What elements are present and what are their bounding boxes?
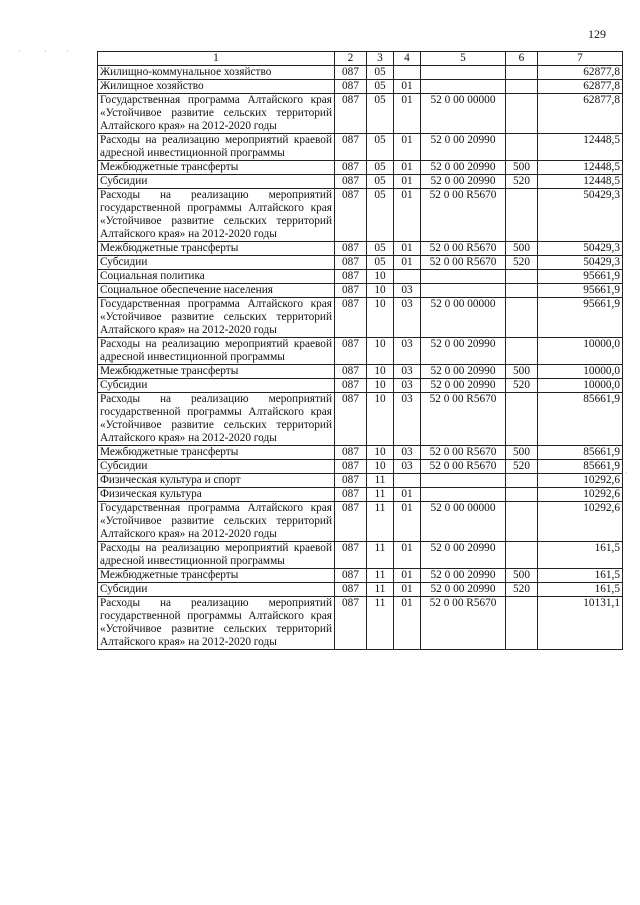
item-name-cell: Государственная программа Алтайского края «Устойчивое развитие сельских территорий Алтайского края» на 2012-2020 годы bbox=[98, 298, 335, 338]
table-row bbox=[98, 270, 623, 284]
section-code-cell: 10 bbox=[367, 446, 394, 460]
header-cell: 1 bbox=[98, 52, 335, 66]
section-code-cell: 05 bbox=[367, 66, 394, 80]
section-code-cell: 05 bbox=[367, 175, 394, 189]
expense-type-cell: 520 bbox=[506, 583, 538, 597]
section-code-cell: 11 bbox=[367, 583, 394, 597]
subsection-code-cell: 03 bbox=[394, 365, 421, 379]
item-name-cell: Физическая культура и спорт bbox=[98, 474, 335, 488]
section-code-cell: 10 bbox=[367, 270, 394, 284]
target-article-cell: 52 0 00 R5670 bbox=[421, 460, 506, 474]
amount-cell: 10292,6 bbox=[538, 488, 623, 502]
table-row bbox=[98, 542, 623, 569]
item-name-cell: Межбюджетные трансферты bbox=[98, 161, 335, 175]
amount-cell: 62877,8 bbox=[538, 80, 623, 94]
header-cell: 2 bbox=[335, 52, 367, 66]
item-name-cell: Субсидии bbox=[98, 583, 335, 597]
item-name-cell: Субсидии bbox=[98, 175, 335, 189]
ministry-code-cell: 087 bbox=[335, 446, 367, 460]
expense-type-cell: 500 bbox=[506, 242, 538, 256]
subsection-code-cell: 03 bbox=[394, 298, 421, 338]
amount-cell: 161,5 bbox=[538, 569, 623, 583]
section-code-cell: 05 bbox=[367, 161, 394, 175]
table-row bbox=[98, 94, 623, 134]
table-row bbox=[98, 488, 623, 502]
ministry-code-cell: 087 bbox=[335, 569, 367, 583]
target-article-cell bbox=[421, 270, 506, 284]
target-article-cell: 52 0 00 20990 bbox=[421, 542, 506, 569]
expense-type-cell bbox=[506, 270, 538, 284]
expense-type-cell: 520 bbox=[506, 379, 538, 393]
header-cell: 6 bbox=[506, 52, 538, 66]
subsection-code-cell: 01 bbox=[394, 569, 421, 583]
amount-cell: 12448,5 bbox=[538, 175, 623, 189]
subsection-code-cell bbox=[394, 270, 421, 284]
expense-type-cell: 520 bbox=[506, 175, 538, 189]
table-row bbox=[98, 175, 623, 189]
table-row bbox=[98, 338, 623, 365]
target-article-cell: 52 0 00 20990 bbox=[421, 338, 506, 365]
item-name-cell: Расходы на реализацию мероприятий краевой адресной инвестиционной программы bbox=[98, 134, 335, 161]
ministry-code-cell: 087 bbox=[335, 94, 367, 134]
table-row bbox=[98, 284, 623, 298]
target-article-cell: 52 0 00 20990 bbox=[421, 161, 506, 175]
amount-cell: 62877,8 bbox=[538, 94, 623, 134]
ministry-code-cell: 087 bbox=[335, 270, 367, 284]
expense-type-cell: 520 bbox=[506, 460, 538, 474]
item-name-cell: Межбюджетные трансферты bbox=[98, 365, 335, 379]
subsection-code-cell: 01 bbox=[394, 597, 421, 650]
target-article-cell: 52 0 00 20990 bbox=[421, 134, 506, 161]
subsection-code-cell: 01 bbox=[394, 161, 421, 175]
amount-cell: 10131,1 bbox=[538, 597, 623, 650]
table-body bbox=[98, 66, 623, 650]
target-article-cell: 52 0 00 00000 bbox=[421, 502, 506, 542]
section-code-cell: 10 bbox=[367, 284, 394, 298]
target-article-cell bbox=[421, 284, 506, 298]
expense-type-cell bbox=[506, 66, 538, 80]
scan-speck: · bbox=[44, 47, 47, 56]
ministry-code-cell: 087 bbox=[335, 175, 367, 189]
amount-cell: 50429,3 bbox=[538, 256, 623, 270]
table-row bbox=[98, 583, 623, 597]
subsection-code-cell: 01 bbox=[394, 502, 421, 542]
ministry-code-cell: 087 bbox=[335, 365, 367, 379]
amount-cell: 85661,9 bbox=[538, 446, 623, 460]
ministry-code-cell: 087 bbox=[335, 338, 367, 365]
subsection-code-cell: 01 bbox=[394, 175, 421, 189]
section-code-cell: 11 bbox=[367, 542, 394, 569]
expense-type-cell bbox=[506, 134, 538, 161]
item-name-cell: Социальное обеспечение населения bbox=[98, 284, 335, 298]
subsection-code-cell: 03 bbox=[394, 379, 421, 393]
table-row bbox=[98, 460, 623, 474]
amount-cell: 10000,0 bbox=[538, 365, 623, 379]
expense-type-cell bbox=[506, 502, 538, 542]
section-code-cell: 10 bbox=[367, 393, 394, 446]
expense-type-cell bbox=[506, 338, 538, 365]
amount-cell: 62877,8 bbox=[538, 66, 623, 80]
section-code-cell: 10 bbox=[367, 338, 394, 365]
target-article-cell bbox=[421, 66, 506, 80]
target-article-cell: 52 0 00 R5670 bbox=[421, 393, 506, 446]
ministry-code-cell: 087 bbox=[335, 379, 367, 393]
table-row bbox=[98, 474, 623, 488]
ministry-code-cell: 087 bbox=[335, 460, 367, 474]
subsection-code-cell: 03 bbox=[394, 284, 421, 298]
expense-type-cell: 500 bbox=[506, 446, 538, 460]
amount-cell: 10292,6 bbox=[538, 502, 623, 542]
item-name-cell: Расходы на реализацию мероприятий краевой адресной инвестиционной программы bbox=[98, 338, 335, 365]
subsection-code-cell bbox=[394, 474, 421, 488]
ministry-code-cell: 087 bbox=[335, 474, 367, 488]
ministry-code-cell: 087 bbox=[335, 134, 367, 161]
table-row bbox=[98, 393, 623, 446]
ministry-code-cell: 087 bbox=[335, 597, 367, 650]
header-row bbox=[98, 52, 623, 66]
item-name-cell: Физическая культура bbox=[98, 488, 335, 502]
table-row bbox=[98, 134, 623, 161]
section-code-cell: 10 bbox=[367, 365, 394, 379]
item-name-cell: Государственная программа Алтайского края «Устойчивое развитие сельских территорий Алтайского края» на 2012-2020 годы bbox=[98, 502, 335, 542]
header-cell: 4 bbox=[394, 52, 421, 66]
amount-cell: 10000,0 bbox=[538, 379, 623, 393]
subsection-code-cell: 01 bbox=[394, 94, 421, 134]
item-name-cell: Субсидии bbox=[98, 460, 335, 474]
page-number: 129 bbox=[588, 27, 606, 41]
expense-type-cell: 520 bbox=[506, 256, 538, 270]
target-article-cell: 52 0 00 00000 bbox=[421, 298, 506, 338]
table-row bbox=[98, 379, 623, 393]
table-row bbox=[98, 256, 623, 270]
amount-cell: 161,5 bbox=[538, 542, 623, 569]
ministry-code-cell: 087 bbox=[335, 256, 367, 270]
budget-table bbox=[97, 51, 623, 650]
item-name-cell: Расходы на реализацию мероприятий государственной программы Алтайского края «Устойчивое развитие сельских территорий Алтайского края» на 2012-2020 годы bbox=[98, 393, 335, 446]
amount-cell: 95661,9 bbox=[538, 298, 623, 338]
ministry-code-cell: 087 bbox=[335, 542, 367, 569]
target-article-cell: 52 0 00 00000 bbox=[421, 94, 506, 134]
target-article-cell: 52 0 00 R5670 bbox=[421, 256, 506, 270]
subsection-code-cell: 01 bbox=[394, 80, 421, 94]
section-code-cell: 05 bbox=[367, 242, 394, 256]
header-cell: 5 bbox=[421, 52, 506, 66]
ministry-code-cell: 087 bbox=[335, 242, 367, 256]
target-article-cell bbox=[421, 474, 506, 488]
amount-cell: 10000,0 bbox=[538, 338, 623, 365]
header-cell: 7 bbox=[538, 52, 623, 66]
expense-type-cell bbox=[506, 284, 538, 298]
section-code-cell: 10 bbox=[367, 298, 394, 338]
expense-type-cell bbox=[506, 542, 538, 569]
amount-cell: 161,5 bbox=[538, 583, 623, 597]
subsection-code-cell: 01 bbox=[394, 242, 421, 256]
target-article-cell: 52 0 00 R5670 bbox=[421, 446, 506, 460]
ministry-code-cell: 087 bbox=[335, 488, 367, 502]
amount-cell: 12448,5 bbox=[538, 161, 623, 175]
subsection-code-cell: 03 bbox=[394, 460, 421, 474]
table-row bbox=[98, 189, 623, 242]
amount-cell: 50429,3 bbox=[538, 189, 623, 242]
ministry-code-cell: 087 bbox=[335, 298, 367, 338]
expense-type-cell bbox=[506, 189, 538, 242]
table-row bbox=[98, 66, 623, 80]
section-code-cell: 11 bbox=[367, 474, 394, 488]
item-name-cell: Жилищное хозяйство bbox=[98, 80, 335, 94]
item-name-cell: Межбюджетные трансферты bbox=[98, 569, 335, 583]
expense-type-cell bbox=[506, 298, 538, 338]
section-code-cell: 10 bbox=[367, 460, 394, 474]
expense-type-cell bbox=[506, 393, 538, 446]
amount-cell: 95661,9 bbox=[538, 270, 623, 284]
target-article-cell: 52 0 00 20990 bbox=[421, 175, 506, 189]
item-name-cell: Межбюджетные трансферты bbox=[98, 242, 335, 256]
amount-cell: 12448,5 bbox=[538, 134, 623, 161]
subsection-code-cell: 01 bbox=[394, 189, 421, 242]
subsection-code-cell: 01 bbox=[394, 488, 421, 502]
item-name-cell: Расходы на реализацию мероприятий краевой адресной инвестиционной программы bbox=[98, 542, 335, 569]
section-code-cell: 11 bbox=[367, 597, 394, 650]
scan-speck: · bbox=[18, 47, 21, 56]
target-article-cell bbox=[421, 488, 506, 502]
table-row bbox=[98, 80, 623, 94]
target-article-cell: 52 0 00 R5670 bbox=[421, 189, 506, 242]
subsection-code-cell: 01 bbox=[394, 542, 421, 569]
ministry-code-cell: 087 bbox=[335, 284, 367, 298]
ministry-code-cell: 087 bbox=[335, 583, 367, 597]
expense-type-cell bbox=[506, 80, 538, 94]
expense-type-cell bbox=[506, 488, 538, 502]
table-row bbox=[98, 569, 623, 583]
subsection-code-cell: 01 bbox=[394, 256, 421, 270]
item-name-cell: Межбюджетные трансферты bbox=[98, 446, 335, 460]
target-article-cell: 52 0 00 20990 bbox=[421, 569, 506, 583]
target-article-cell: 52 0 00 R5670 bbox=[421, 242, 506, 256]
item-name-cell: Жилищно-коммунальное хозяйство bbox=[98, 66, 335, 80]
item-name-cell: Социальная политика bbox=[98, 270, 335, 284]
amount-cell: 10292,6 bbox=[538, 474, 623, 488]
expense-type-cell: 500 bbox=[506, 569, 538, 583]
item-name-cell: Расходы на реализацию мероприятий государственной программы Алтайского края «Устойчивое развитие сельских территорий Алтайского края» на 2012-2020 годы bbox=[98, 189, 335, 242]
target-article-cell: 52 0 00 R5670 bbox=[421, 597, 506, 650]
subsection-code-cell bbox=[394, 66, 421, 80]
subsection-code-cell: 03 bbox=[394, 393, 421, 446]
ministry-code-cell: 087 bbox=[335, 189, 367, 242]
subsection-code-cell: 01 bbox=[394, 583, 421, 597]
item-name-cell: Субсидии bbox=[98, 379, 335, 393]
section-code-cell: 10 bbox=[367, 379, 394, 393]
header-cell: 3 bbox=[367, 52, 394, 66]
section-code-cell: 05 bbox=[367, 94, 394, 134]
section-code-cell: 11 bbox=[367, 502, 394, 542]
target-article-cell: 52 0 00 20990 bbox=[421, 583, 506, 597]
amount-cell: 50429,3 bbox=[538, 242, 623, 256]
expense-type-cell bbox=[506, 94, 538, 134]
ministry-code-cell: 087 bbox=[335, 80, 367, 94]
subsection-code-cell: 01 bbox=[394, 134, 421, 161]
section-code-cell: 05 bbox=[367, 134, 394, 161]
ministry-code-cell: 087 bbox=[335, 393, 367, 446]
scan-speck: · bbox=[66, 47, 69, 56]
target-article-cell: 52 0 00 20990 bbox=[421, 365, 506, 379]
target-article-cell: 52 0 00 20990 bbox=[421, 379, 506, 393]
expense-type-cell: 500 bbox=[506, 161, 538, 175]
amount-cell: 85661,9 bbox=[538, 393, 623, 446]
section-code-cell: 05 bbox=[367, 189, 394, 242]
item-name-cell: Государственная программа Алтайского края «Устойчивое развитие сельских территорий Алтайского края» на 2012-2020 годы bbox=[98, 94, 335, 134]
expense-type-cell bbox=[506, 597, 538, 650]
subsection-code-cell: 03 bbox=[394, 338, 421, 365]
amount-cell: 85661,9 bbox=[538, 460, 623, 474]
ministry-code-cell: 087 bbox=[335, 66, 367, 80]
expense-type-cell bbox=[506, 474, 538, 488]
table-row bbox=[98, 597, 623, 650]
target-article-cell bbox=[421, 80, 506, 94]
section-code-cell: 05 bbox=[367, 80, 394, 94]
item-name-cell: Расходы на реализацию мероприятий государственной программы Алтайского края «Устойчивое развитие сельских территорий Алтайского края» на 2012-2020 годы bbox=[98, 597, 335, 650]
table-row bbox=[98, 446, 623, 460]
section-code-cell: 11 bbox=[367, 569, 394, 583]
section-code-cell: 05 bbox=[367, 256, 394, 270]
table-row bbox=[98, 161, 623, 175]
table-row bbox=[98, 298, 623, 338]
table-row bbox=[98, 242, 623, 256]
section-code-cell: 11 bbox=[367, 488, 394, 502]
amount-cell: 95661,9 bbox=[538, 284, 623, 298]
subsection-code-cell: 03 bbox=[394, 446, 421, 460]
table-row bbox=[98, 365, 623, 379]
item-name-cell: Субсидии bbox=[98, 256, 335, 270]
table-row bbox=[98, 502, 623, 542]
ministry-code-cell: 087 bbox=[335, 502, 367, 542]
expense-type-cell: 500 bbox=[506, 365, 538, 379]
ministry-code-cell: 087 bbox=[335, 161, 367, 175]
scan-speck: · bbox=[625, 469, 628, 478]
